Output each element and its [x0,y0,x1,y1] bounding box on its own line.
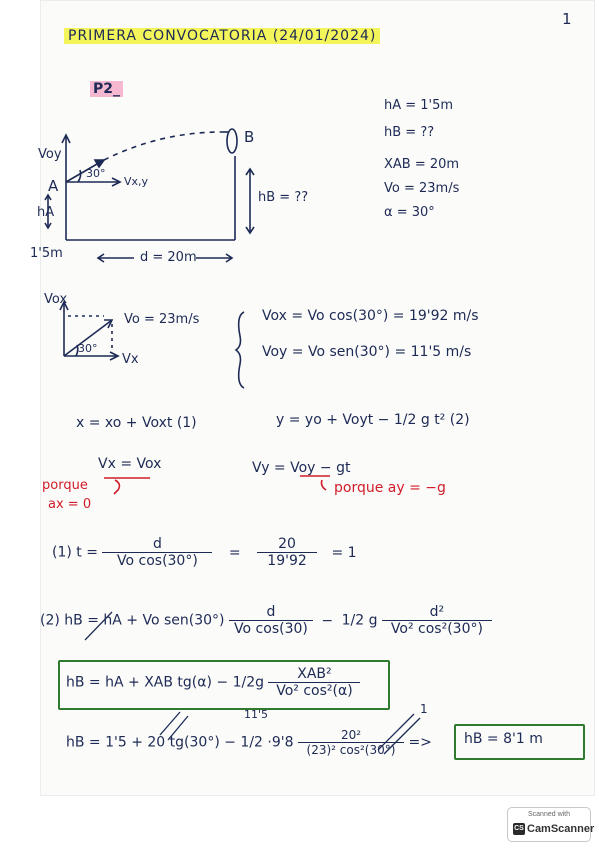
trajectory [104,132,222,160]
note-porque-left: porque [42,478,88,493]
problem-label-text: P2_ [90,81,123,97]
final-fraction [298,728,404,757]
scanned-with-text: Scanned with [527,811,571,818]
step2-minus: − [321,612,334,629]
step1-label: (1) t = [52,544,98,561]
diagram-ha: hA [37,205,55,220]
angle-arc [78,170,81,182]
equation-y [276,412,470,428]
step1-result: = 1 [331,544,357,561]
decomp-vo: Vo = 23m/s [124,312,200,327]
given-hb: hB = ?? [384,125,435,140]
given-alpha: α = 30° [384,205,435,220]
system-brace [236,312,244,388]
diagram-point-a: A [48,177,59,195]
step1-num2: 20 [278,536,296,552]
step2-label: (2) hB = hA + Vo sen(30°) [40,612,225,629]
step2-fraction [229,604,313,637]
step1 [52,536,357,569]
vox-equation: Vox = Vo cos(30°) = 19'92 m/s [262,308,479,324]
final-num: 20² [340,728,362,742]
launch-arrowhead [95,160,104,167]
general-formula-num: XAB² [297,666,332,682]
step2-num: d [266,604,276,620]
general-formula-half: 1/2g [232,674,264,691]
equation-y-right: g t² (2) [420,412,470,428]
step1-eq: = [228,544,241,561]
general-formula-left: hB = hA + XAB tg(α) − [66,674,229,691]
final-left: hB = 1'5 + 20 [66,734,166,751]
equation-y-left: y = yo + Voyt − [276,412,390,428]
final-den: (23)² cos²(30°) [298,742,404,757]
final-arrow: => [408,734,432,751]
general-formula [66,666,360,699]
voy-equation: Voy = Vo sen(30°) = 11'5 m/s [262,344,472,360]
step2-fraction2 [382,604,492,637]
note-porque-right: porque ay = −g [334,480,446,496]
title-text: PRIMERA CONVOCATORIA (24/01/2024) [64,28,380,44]
page-number: 1 [562,10,572,28]
given-xab: XAB = 20m [384,157,460,172]
diagram-vxy: Vx,y [124,175,149,188]
diagram-hb: hB = ?? [258,190,309,205]
diagram-angle: 30° [86,167,106,180]
diagram-point-b: B [244,128,255,146]
final-tg: tg(30°) − [169,734,236,751]
final-half: 1/2 [240,734,263,751]
step2-g: g [368,612,378,629]
step2-den: Vo cos(30) [229,620,313,637]
diagram-distance: d = 20m [140,250,197,265]
step1-den: Vo cos(30°) [102,552,212,569]
annotation-11-5: 11'5 [244,708,269,721]
given-ha: hA = 1'5m [384,98,454,113]
diagram-base: 1'5m [30,246,63,261]
decomp-angle: 30° [78,342,98,355]
step2-half: 1/2 [341,612,365,629]
vy-equation: Vy = Voy − gt [252,460,351,476]
result: hB = 8'1 m [464,731,543,747]
step1-den2: 19'92 [257,552,317,569]
decomp-vox-axis: Vox [44,292,68,307]
diagram-voy: Voy [38,147,62,162]
final-g: ·9'8 [267,734,294,751]
step1-fraction [102,536,212,569]
step2-num2: d² [429,604,445,620]
general-formula-fraction [268,666,360,699]
step2 [40,604,492,637]
annotation-1: 1 [420,702,428,716]
decomp-vx: Vx [122,352,139,367]
vx-equation: Vx = Vox [98,456,162,472]
step2-den2: Vo² cos²(30°) [382,620,492,637]
target-b [227,129,237,153]
camscanner-logo-icon: CS [513,823,525,835]
given-vo: Vo = 23m/s [384,181,460,196]
scanner-badge [507,807,595,842]
camscanner-brand: CamScanner [527,823,595,835]
step1-fraction2 [257,536,317,569]
step1-num: d [152,536,162,552]
general-formula-den: Vo² cos²(α) [268,682,360,699]
equation-y-half: 1/2 [393,412,417,428]
final-substitution [66,728,432,757]
note-ax: ax = 0 [48,497,92,512]
equation-x: x = xo + Voxt (1) [76,415,197,431]
